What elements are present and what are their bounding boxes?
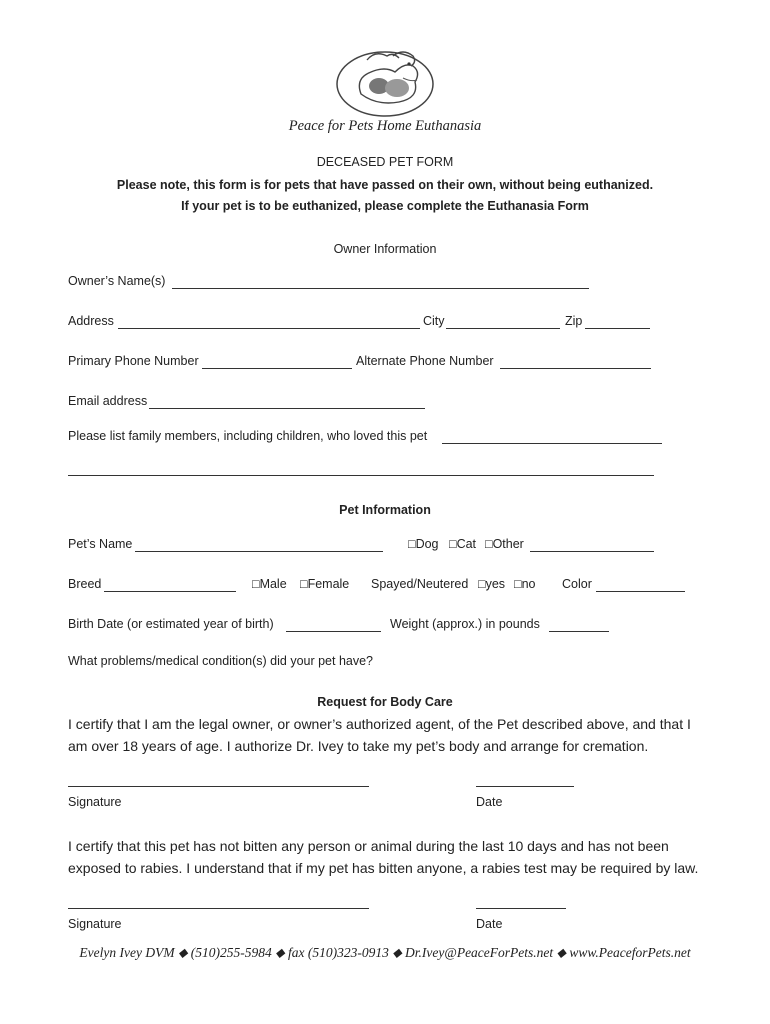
dog-label: Dog xyxy=(415,537,439,551)
certification-2: I certify that this pet has not bitten any person or animal during the last 10 days and has not been exposed to rabies. I understand that if my pet has bitten anyone, a rabies test may be required by law. xyxy=(68,838,699,876)
other-label: Other xyxy=(492,537,524,551)
cat-label: Cat xyxy=(456,537,477,551)
pet-name-field[interactable] xyxy=(135,551,383,552)
owner-heading: Owner Information xyxy=(333,242,437,256)
sex-female[interactable] xyxy=(300,577,349,591)
yes-label: yes xyxy=(485,577,506,591)
female-label: Female xyxy=(307,577,350,591)
footer-contact: Evelyn Ivey DVM ⬥ (510)255-5984 ⬥ fax (510)323-0913 ⬥ Dr.Ivey@PeaceForPets.net ⬥ www.PeaceforPets.net xyxy=(79,945,691,960)
date-field-1[interactable] xyxy=(476,786,574,787)
male-checkbox[interactable]: □ xyxy=(252,577,260,591)
address-field[interactable] xyxy=(118,328,420,329)
no-label: no xyxy=(521,577,536,591)
owner-name-field[interactable] xyxy=(172,288,589,289)
male-label: Male xyxy=(259,577,287,591)
email-field[interactable] xyxy=(149,408,425,409)
address-label: Address xyxy=(68,314,114,328)
breed-field[interactable] xyxy=(104,591,236,592)
no-checkbox[interactable]: □ xyxy=(514,577,522,591)
female-checkbox[interactable]: □ xyxy=(300,577,308,591)
date-field-2[interactable] xyxy=(476,908,566,909)
spayed-yes[interactable] xyxy=(478,577,505,591)
weight-field[interactable] xyxy=(549,631,609,632)
cat-checkbox[interactable]: □ xyxy=(449,537,457,551)
color-field[interactable] xyxy=(596,591,685,592)
weight-label: Weight (approx.) in pounds xyxy=(390,617,540,631)
email-label: Email address xyxy=(68,394,148,408)
spayed-label: Spayed/Neutered xyxy=(371,577,469,591)
family-label: Please list family members, including children, who loved this pet xyxy=(68,429,428,443)
family-field-line-2[interactable] xyxy=(68,475,654,476)
owner-name-label: Owner’s Name(s) xyxy=(68,274,166,288)
yes-checkbox[interactable]: □ xyxy=(478,577,486,591)
signature-label-1: Signature xyxy=(68,795,122,809)
species-cat[interactable] xyxy=(449,537,476,551)
breed-label: Breed xyxy=(68,577,102,591)
primary-phone-label: Primary Phone Number xyxy=(68,354,199,368)
zip-field[interactable] xyxy=(585,328,650,329)
color-label: Color xyxy=(562,577,592,591)
certification-1: I certify that I am the legal owner, or owner’s authorized agent, of the Pet described above, and that I am over 18 years of age. I authorize Dr. Ivey to take my pet’s body and arrange for cremation. xyxy=(68,716,691,754)
species-other[interactable] xyxy=(485,537,524,551)
birth-label: Birth Date (or estimated year of birth) xyxy=(68,617,274,631)
form-title: DECEASED PET FORM xyxy=(316,155,454,169)
note-line-1: Please note, this form is for pets that have passed on their own, without being euthanized. xyxy=(116,178,654,192)
sex-male[interactable] xyxy=(252,577,287,591)
other-species-field[interactable] xyxy=(530,551,654,552)
body-care-heading: Request for Body Care xyxy=(317,695,453,709)
other-checkbox[interactable]: □ xyxy=(485,537,493,551)
date-label-1: Date xyxy=(476,795,503,809)
signature-field-2[interactable] xyxy=(68,908,369,909)
pet-logo xyxy=(333,42,439,118)
pet-heading: Pet Information xyxy=(339,503,431,517)
zip-label: Zip xyxy=(565,314,583,328)
signature-label-2: Signature xyxy=(68,917,122,931)
problems-label: What problems/medical condition(s) did your pet have? xyxy=(68,654,374,668)
city-label: City xyxy=(423,314,445,328)
signature-field-1[interactable] xyxy=(68,786,369,787)
org-name: Peace for Pets Home Euthanasia xyxy=(288,118,482,134)
dog-checkbox[interactable]: □ xyxy=(408,537,416,551)
alt-phone-label: Alternate Phone Number xyxy=(356,354,494,368)
alt-phone-field[interactable] xyxy=(500,368,651,369)
primary-phone-field[interactable] xyxy=(202,368,352,369)
note-line-2: If your pet is to be euthanized, please complete the Euthanasia Form xyxy=(181,199,589,213)
birth-field[interactable] xyxy=(286,631,381,632)
species-dog[interactable] xyxy=(408,537,439,551)
city-field[interactable] xyxy=(446,328,560,329)
family-field[interactable] xyxy=(442,443,662,444)
pet-name-label: Pet’s Name xyxy=(68,537,133,551)
spayed-no[interactable] xyxy=(514,577,535,591)
date-label-2: Date xyxy=(476,917,503,931)
